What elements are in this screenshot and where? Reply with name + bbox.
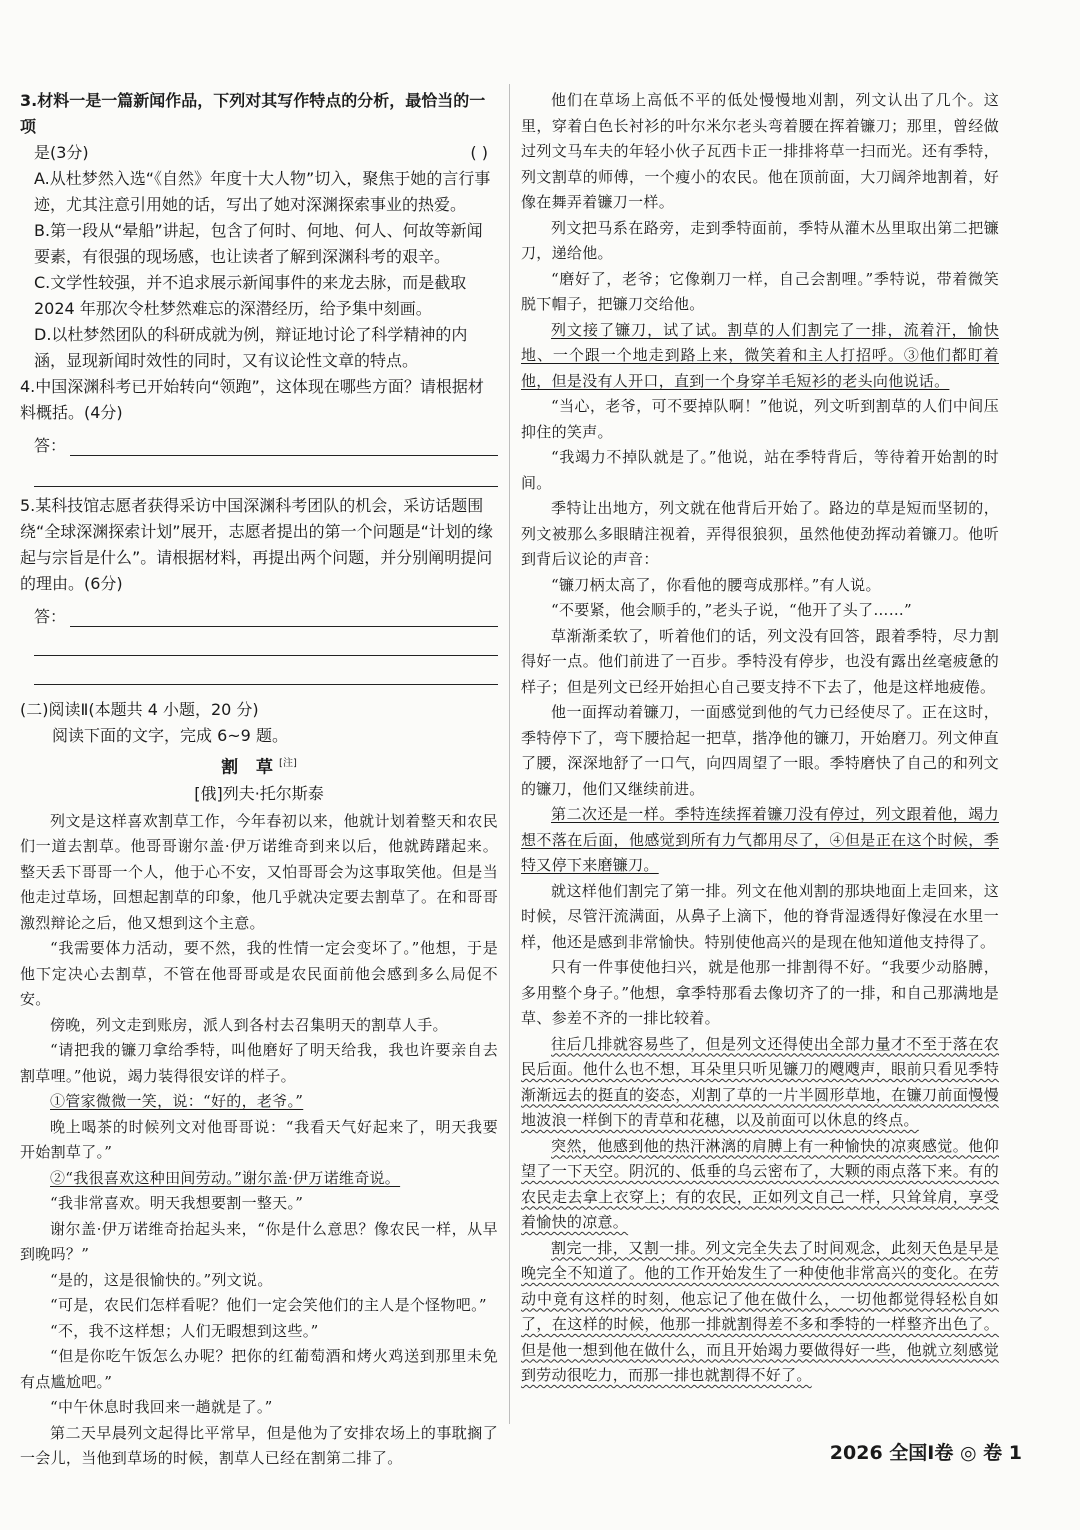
paragraph: 就这样他们割完了第一排。列文在他刈割的那块地面上走回来，这时候，尽管汗流满面，从鼻子上滴下，他的脊背湿透得好像浸在水里一样，他还是感到非常愉快。特别使他高兴的是现在他知道他支持得了。 (521, 881, 999, 951)
right-column (521, 88, 999, 1389)
paragraph: “请把我的镰刀拿给季特，叫他磨好了明天给我，我也许要亲自去割草哩。”他说，竭力装得很安详的样子。 (20, 1041, 498, 1085)
answer-label: 答： (34, 436, 67, 455)
paragraph: “不要紧，他会顺手的，”老头子说，“他开了头了……” (551, 601, 912, 619)
paragraph: 列文把马系在路旁，走到季特面前，季特从灌木丛里取出第二把镰刀，递给他。 (521, 218, 999, 262)
section-instruction: 阅读下面的文字，完成 6~9 题。 (52, 726, 288, 745)
section-heading: (二)阅读Ⅱ(本题共 4 小题，20 分) (20, 700, 259, 719)
paragraph: “中午休息时我回来一趟就是了。” (50, 1398, 273, 1417)
paragraph: 只有一件事使他扫兴，就是他那一排割得不好。“我要少动胳膊，多用整个身子。”他想，拿季特那看去像切齐了的一排，和自己那满地是草、参差不齐的一排比较着。 (521, 958, 999, 1027)
paragraph: 他一面挥动着镰刀，一面感觉到他的气力已经使尽了。正在这时，季特停下了，弯下腰拾起一把草，揩净他的镰刀，开始磨刀。列文伸直了腰，深深地舒了一口气，向四周望了一眼。季特磨快了自己的和列文的镰刀，他们又继续前进。 (521, 703, 999, 798)
question-3 (20, 88, 498, 374)
paragraph: “我竭力不掉队就是了。”他说，站在季特背后，等待着开始割的时间。 (521, 448, 999, 492)
question-4-answer-line[interactable] (70, 437, 498, 456)
passage-left (20, 809, 498, 1472)
paragraph: 列文是这样喜欢割草工作，今年春初以来，他就计划着整天和农民们一道去割草。他哥哥谢尔盖·伊万诺维奇到来以后，他就踌躇起来。整天丢下哥哥一个人，他于心不安，又怕哥哥会为这事取笑他。但是当他走过草场，回想起割草的印象，他几乎就决定要去割草了。在和哥哥激烈辩论之后，他又想到这个主意。 (20, 811, 498, 932)
question-4-stem: 4.中国深渊科考已开始转向“领跑”，这体现在哪些方面？请根据材料概括。(4分) (20, 377, 484, 422)
option-a: A.从杜梦然入选“《自然》年度十大人物”切入，聚焦于她的言行事迹，尤其注意引用她的话，写出了她对深渊探索事业的热爱。 (34, 169, 491, 214)
question-3-stem: 3.材料一是一篇新闻作品，下列对其写作特点的分析，最恰当的一项 (20, 91, 486, 136)
passage-author: [俄]列夫·托尔斯泰 (194, 783, 324, 803)
paragraph: “磨好了，老爷；它像剃刀一样，自己会割哩。”季特说，带着微笑脱下帽子，把镰刀交给他。 (521, 269, 999, 313)
question-4-answer-row (20, 428, 498, 456)
question-3-stem-end (20, 140, 498, 166)
paragraph: “是的，这是很愉快的。”列文说。 (50, 1270, 273, 1289)
question-5-answer-line-3[interactable] (34, 662, 498, 685)
question-5-answer-line[interactable] (70, 608, 498, 627)
paragraph: 谢尔盖·伊万诺维奇抬起头来，“你是什么意思？像农民一样，从早到晚吗？” (20, 1219, 498, 1264)
paragraph-wavy-1: 往后几排就容易些了，但是列文还得使出全部力量才不至于落在农民后面。他什么也不想，耳朵里只听见镰刀的飕飕声，眼前只看见季特渐渐远去的挺直的姿态，刈割了草的一片半圆形草地，在镰刀前面慢慢地波浪一样倒下的青草和花穗，以及前面可以休息的终点。 (521, 1034, 999, 1129)
answer-label: 答： (34, 607, 67, 626)
question-5-stem: 5.某科技馆志愿者获得采访中国深渊科考团队的机会，采访话题围绕“全球深渊探索计划”展开，志愿者提出的第一个问题是“计划的缘起与宗旨是什么”。请根据材料，再提出两个问题，并分别阐明提问的理由。(6分) (20, 496, 493, 593)
paragraph: “我非常喜欢。明天我想要割一整天。” (50, 1194, 304, 1213)
question-5-answer-row (20, 599, 498, 627)
column-divider (509, 84, 510, 1424)
paragraph-underlined-1: ①管家微微一笑，说：“好的，老爷。” (50, 1092, 304, 1111)
paragraph-wavy-2: 突然，他感到他的热汗淋漓的肩膊上有一种愉快的凉爽感觉。他仰望了一下天空。阴沉的、低垂的乌云密布了，大颗的雨点落下来。有的农民走去拿上衣穿上；有的农民，正如列文自己一样，只耸耸肩，享受着愉快的凉意。 (521, 1136, 999, 1231)
paragraph: 第二天早晨列文起得比平常早，但是他为了安排农场上的事耽搁了一会儿，当他到草场的时候，割草人已经在割第二排了。 (20, 1423, 498, 1468)
paragraph-underlined-3: 列文接了镰刀，试了试。割草的人们割完了一排，流着汗，愉快地、一个跟一个地走到路上来，微笑着和主人打招呼。③他们都盯着他，但是没有人开口，直到一个身穿羊毛短衫的老头向他说话。 (521, 320, 999, 390)
passage-title: 割 草[注] (221, 757, 297, 778)
paragraph: 傍晚，列文走到账房，派人到各村去召集明天的割草人手。 (50, 1015, 448, 1034)
paragraph: “我需要体力活动，要不然，我的性情一定会变坏了。”他想，于是他下定决心去割草，不管在他哥哥或是农民面前他会感到多么局促不安。 (20, 939, 498, 1009)
left-column (20, 88, 498, 1472)
paragraph: 季特让出地方，列文就在他背后开始了。路边的草是短而坚韧的，列文被那么多眼睛注视着，弄得很狼狈，虽然他使劲挥动着镰刀。他听到背后议论的声音： (521, 499, 999, 568)
option-c: C.文学性较强，并不追求展示新闻事件的来龙去脉，而是截取 2024 年那次令杜梦然难忘的深潜经历，给予集中刻画。 (34, 273, 467, 318)
question-4 (20, 374, 498, 487)
paragraph-underlined-2: ②“我很喜欢这种田间劳动。”谢尔盖·伊万诺维奇说。 (50, 1168, 401, 1187)
paragraph-underlined-4: 第二次还是一样。季特连续挥着镰刀没有停过，列文跟着他，竭力想不落在后面，他感觉到所有力气都用尽了，④但是正在这个时候，季特又停下来磨镰刀。 (521, 805, 999, 874)
title-note: [注] (279, 758, 297, 769)
paragraph: “但是你吃午饭怎么办呢？把你的红葡萄酒和烤火鸡送到那里未免有点尴尬吧。” (20, 1347, 498, 1391)
question-5-answer-line-2[interactable] (34, 633, 498, 656)
answer-paren[interactable]: ( ) (470, 143, 488, 162)
paragraph: “镰刀柄太高了，你看他的腰弯成那样。”有人说。 (551, 575, 881, 594)
paragraph: “可是，农民们怎样看呢？他们一定会笑他们的主人是个怪物吧。” (50, 1296, 487, 1315)
paragraph: “当心，老爷，可不要掉队啊！”他说，列文听到割草的人们中间压抑住的笑声。 (521, 397, 999, 441)
paragraph: “不，我不这样想；人们无暇想到这些。” (50, 1321, 319, 1340)
question-5 (20, 493, 498, 685)
paragraph: 晚上喝茶的时候列文对他哥哥说：“我看天气好起来了，明天我要开始割草了。” (20, 1117, 498, 1162)
paragraph: 他们在草场上高低不平的低处慢慢地刈割，列文认出了几个。这里，穿着白色长衬衫的叶尔米尔老头弯着腰在挥着镰刀；那里，曾经做过列文马车夫的年轻小伙子瓦西卡正一排排将草一扫而光。还有季特，列文割草的师傅，一个瘦小的农民。他在顶前面，大刀阔斧地割着，好像在舞弄着镰刀一样。 (521, 91, 999, 211)
paragraph: 草渐渐柔软了，听着他们的话，列文没有回答，跟着季特，尽力割得好一点。他们前进了一百步。季特没有停步，也没有露出丝毫疲惫的样子；但是列文已经开始担心自己要支持不下去了，他是这样地疲倦。 (521, 626, 999, 696)
question-3-points: 是(3分) (34, 143, 89, 162)
option-b: B.第一段从“晕船”讲起，包含了何时、何地、何人、何故等新闻要素，有很强的现场感，也让读者了解到深渊科考的艰辛。 (34, 221, 483, 266)
paragraph-wavy-3: 割完一排，又割一排。列文完全失去了时间观念，此刻天色是早是晚完全不知道了。他的工作开始发生了一种使他非常高兴的变化。在劳动中竟有这样的时刻，他忘记了他在做什么，一切他都觉得轻松自如了，在这样的时候，他那一排就割得差不多和季特的一样整齐出色了。但是他一想到他在做什么，而且开始竭力要做得好一些，他就立刻感觉到劳动很吃力，而那一排也就割得不好了。 (521, 1238, 999, 1384)
question-4-answer-line-2[interactable] (34, 464, 498, 487)
page-footer: 2026 全国Ⅰ卷 ◎ 卷 1 (829, 1442, 1022, 1464)
option-d: D.以杜梦然团队的科研成就为例，辩证地讨论了科学精神的内涵，显现新闻时效性的同时，又有议论性文章的特点。 (34, 325, 468, 370)
